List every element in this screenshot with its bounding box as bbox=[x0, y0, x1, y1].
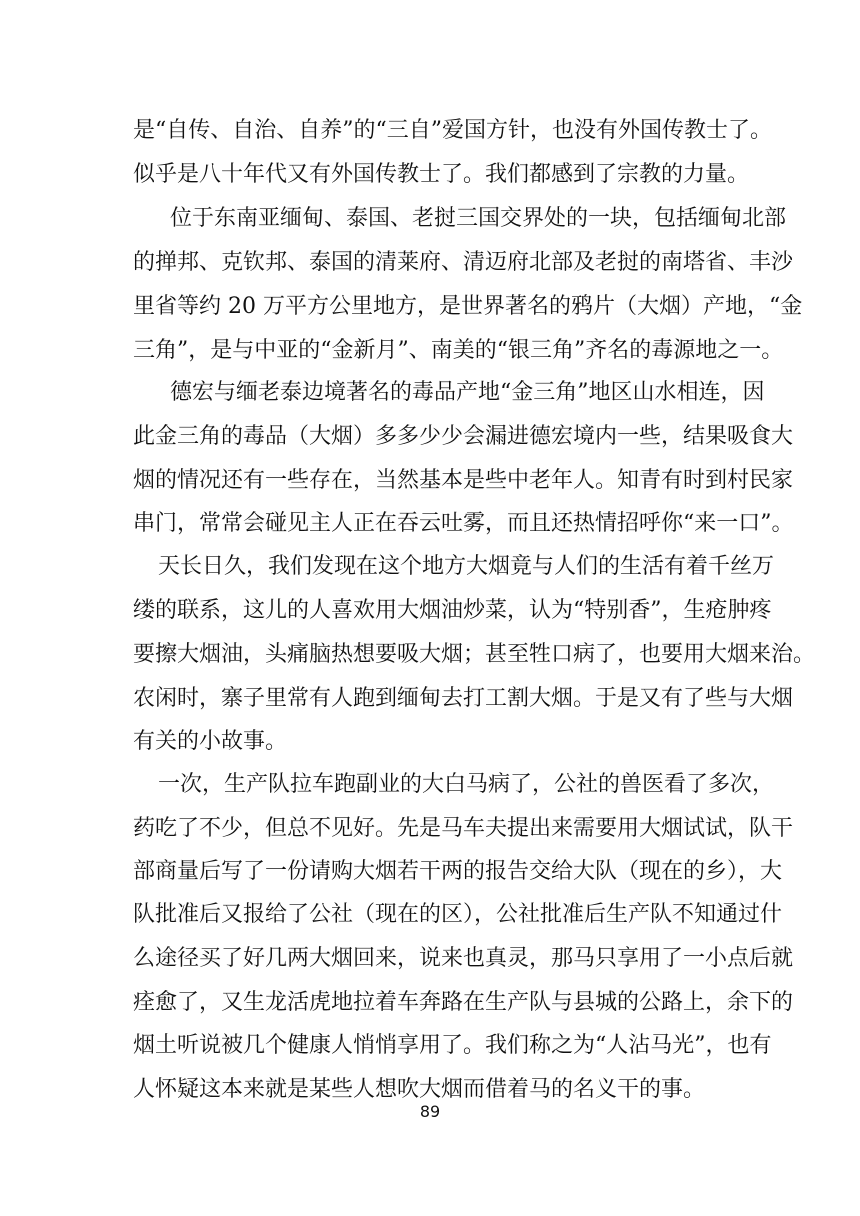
text-line: 要擦大烟油，头痛脑热想要吸大烟；甚至牲口病了，也要用大烟来治。 bbox=[133, 642, 816, 667]
text-line: 人怀疑这本来就是某些人想吹大烟而借着马的名义干的事。 bbox=[133, 1077, 706, 1102]
text-line: 串门，常常会碰见主人正在吞云吐雾，而且还热情招呼你“来一口”。 bbox=[133, 511, 794, 536]
text-line: 位于东南亚缅甸、泰国、老挝三国交界处的一块，包括缅甸北部 bbox=[170, 206, 787, 231]
text-line: 药吃了不少，但总不见好。先是马车夫提出来需要用大烟试试，队干 bbox=[133, 816, 794, 841]
text-line: 似乎是八十年代又有外国传教士了。我们都感到了宗教的力量。 bbox=[133, 162, 750, 187]
text-line: 里省等约 20 万平方公里地方，是世界著名的鸦片（大烟）产地，“金 bbox=[133, 294, 803, 319]
text-line: 天长日久，我们发现在这个地方大烟竟与人们的生活有着千丝万 bbox=[158, 554, 775, 579]
text-line: 此金三角的毒品（大烟）多多少少会漏进德宏境内一些，结果吸食大 bbox=[133, 424, 794, 449]
text-line: 农闲时，寨子里常有人跑到缅甸去打工割大烟。于是又有了些与大烟 bbox=[133, 686, 794, 711]
text-line: 的掸邦、克钦邦、泰国的清莱府、清迈府北部及老挝的南塔省、丰沙 bbox=[133, 250, 794, 275]
text-line: 痊愈了，又生龙活虎地拉着车奔路在生产队与县城的公路上，余下的 bbox=[133, 990, 794, 1015]
text-line: 烟土听说被几个健康人悄悄享用了。我们称之为“人沾马光”，也有 bbox=[133, 1033, 772, 1058]
text-line: 么途径买了好几两大烟回来，说来也真灵，那马只享用了一小点后就 bbox=[133, 946, 794, 971]
text-line: 有关的小故事。 bbox=[133, 729, 288, 754]
text-line: 部商量后写了一份请购大烟若干两的报告交给大队（现在的乡），大 bbox=[133, 859, 783, 884]
text-line: 烟的情况还有一些存在，当然基本是些中老年人。知青有时到村民家 bbox=[133, 468, 794, 493]
page-number: 89 bbox=[419, 1102, 441, 1121]
text-line: 德宏与缅老泰边境著名的毒品产地“金三角”地区山水相连，因 bbox=[170, 380, 765, 405]
text-line: 三角”，是与中亚的“金新月”、南美的“银三角”齐名的毒源地之一。 bbox=[133, 338, 784, 363]
text-line: 队批准后又报给了公社（现在的区），公社批准后生产队不知通过什 bbox=[133, 902, 783, 927]
text-line: 缕的联系，这儿的人喜欢用大烟油炒菜，认为“特别香”，生疮肿疼 bbox=[133, 598, 772, 623]
text-line: 一次，生产队拉车跑副业的大白马病了，公社的兽医看了多次， bbox=[158, 772, 775, 797]
text-line: 是“自传、自治、自养”的“三自”爱国方针，也没有外国传教士了。 bbox=[133, 118, 772, 143]
